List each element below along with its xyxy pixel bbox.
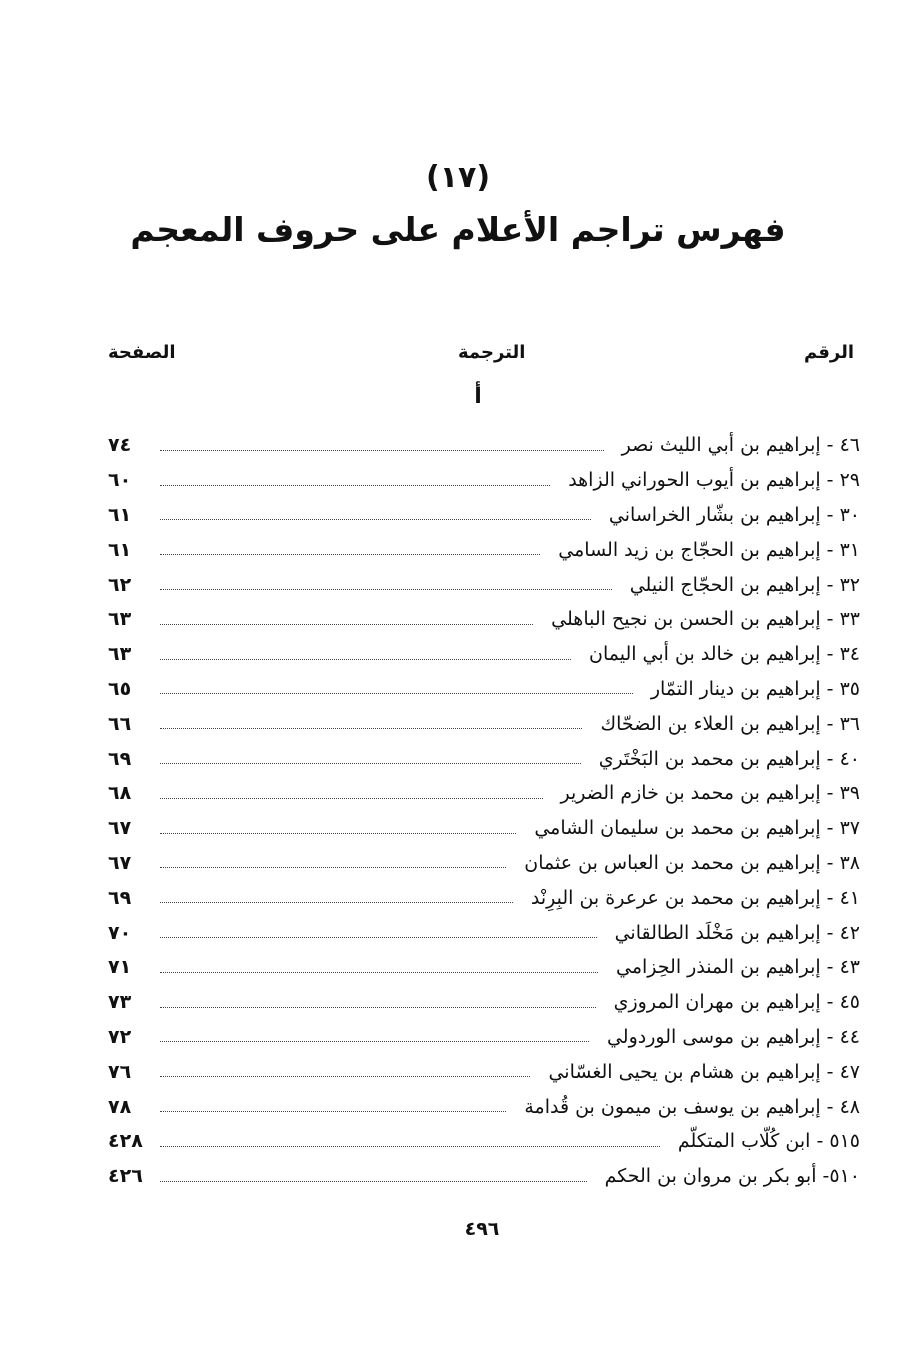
entry-name: ٣٥ - إبراهيم بن دينار التمّار: [650, 677, 860, 700]
entry-page: ٦٦: [108, 712, 132, 735]
entry-page: ٧٣: [108, 991, 132, 1014]
entry-name: ٣٦ - إبراهيم بن العلاء بن الضحّاك: [600, 712, 860, 735]
entry-page: ٧٠: [108, 921, 132, 944]
dot-leader: [160, 1111, 506, 1112]
letter-heading: أ: [474, 384, 482, 409]
entry-name: ٤٥ - إبراهيم بن مهران المروزي: [613, 991, 860, 1014]
index-entry: [108, 532, 860, 567]
index-entry: [108, 1124, 860, 1159]
page-number: ٤٩٦: [464, 1218, 500, 1240]
column-header-number: الرقم: [803, 342, 854, 363]
dot-leader: [160, 659, 571, 660]
index-entry: [108, 776, 860, 811]
entry-name: ٤٣ - إبراهيم بن المنذر الحِزامي: [616, 956, 860, 979]
entry-name: ٣٩ - إبراهيم بن محمد بن خازم الضرير: [560, 782, 860, 805]
dot-leader: [160, 589, 612, 590]
dot-leader: [160, 485, 550, 486]
dot-leader: [160, 972, 598, 973]
dot-leader: [160, 1007, 596, 1008]
entry-page: ٦٢: [108, 573, 132, 596]
entry-name: ٣٣ - إبراهيم بن الحسن بن نجيح الباهلي: [551, 608, 860, 631]
index-entry: [108, 1159, 860, 1194]
dot-leader: [160, 450, 604, 451]
index-entry: [108, 463, 860, 498]
chapter-number: (١٧): [425, 160, 491, 195]
entry-name: ٤٤ - إبراهيم بن موسى الوردولي: [606, 1025, 860, 1048]
entry-name: ٣٧ - إبراهيم بن محمد بن سليمان الشامي: [534, 817, 860, 840]
entry-page: ٦٣: [108, 608, 132, 631]
entry-name: ٤٧ - إبراهيم بن هشام بن يحيى الغسّاني: [548, 1060, 860, 1083]
index-entries: [108, 428, 860, 1194]
entry-page: ٦٠: [108, 469, 132, 492]
entry-name: ٢٩ - إبراهيم بن أيوب الحوراني الزاهد: [568, 469, 860, 492]
dot-leader: [160, 519, 591, 520]
index-entry: [108, 706, 860, 741]
index-title: فهرس تراجم الأعلام على حروف المعجم: [130, 210, 786, 249]
entry-name: ٣٤ - إبراهيم بن خالد بن أبي اليمان: [588, 643, 860, 666]
index-entry: [108, 846, 860, 881]
dot-leader: [160, 554, 540, 555]
dot-leader: [160, 1076, 530, 1077]
index-entry: [108, 602, 860, 637]
entry-name: ٣٠ - إبراهيم بن بشّار الخراساني: [608, 503, 860, 526]
dot-leader: [160, 937, 597, 938]
entry-page: ٧١: [108, 956, 132, 979]
entry-page: ٧٦: [108, 1060, 132, 1083]
dot-leader: [160, 693, 633, 694]
entry-page: ٧٤: [108, 434, 132, 457]
dot-leader: [160, 763, 581, 764]
entry-page: ٧٨: [108, 1095, 132, 1118]
index-entry: [108, 880, 860, 915]
column-header-biography: الترجمة: [458, 342, 526, 363]
entry-page: ٦٣: [108, 643, 132, 666]
index-entry: [108, 637, 860, 672]
dot-leader: [160, 624, 533, 625]
entry-name: ٤٨ - إبراهيم بن يوسف بن ميمون بن قُدامة: [524, 1095, 860, 1118]
entry-name: ٥١٥ - ابن كُلّاب المتكلّم: [677, 1130, 860, 1153]
entry-page: ٦١: [108, 503, 132, 526]
entry-page: ٧٢: [108, 1025, 132, 1048]
entry-page: ٦٧: [108, 851, 132, 874]
dot-leader: [160, 902, 513, 903]
dot-leader: [160, 833, 516, 834]
entry-name: ٤٢ - إبراهيم بن مَخْلَد الطالقاني: [614, 921, 860, 944]
entry-name: ٤٠ - إبراهيم بن محمد بن البَخْتَري: [598, 747, 860, 770]
entry-name: ٣٢ - إبراهيم بن الحجّاج النيلي: [629, 573, 860, 596]
index-entry: [108, 498, 860, 533]
index-entry: [108, 985, 860, 1020]
entry-name: ٣٨ - إبراهيم بن محمد بن العباس بن عثمان: [524, 851, 860, 874]
entry-name: ٤١ - إبراهيم بن محمد بن عرعرة بن البِرِنْد: [530, 886, 860, 909]
entry-page: ٦١: [108, 538, 132, 561]
entry-name: ٥١٠- أبو بكر بن مروان بن الحكم: [604, 1165, 860, 1188]
dot-leader: [160, 867, 506, 868]
dot-leader: [160, 728, 582, 729]
index-entry: [108, 915, 860, 950]
entry-page: ٦٩: [108, 747, 132, 770]
index-entry: [108, 1020, 860, 1055]
entry-page: ٦٩: [108, 886, 132, 909]
entry-page: ٤٢٨: [108, 1130, 143, 1153]
entry-page: ٦٨: [108, 782, 132, 805]
dot-leader: [160, 1146, 660, 1147]
entry-page: ٤٢٦: [108, 1165, 143, 1188]
index-entry: [108, 672, 860, 707]
column-header-page: الصفحة: [108, 342, 176, 363]
index-entry: [108, 741, 860, 776]
entry-page: ٦٧: [108, 817, 132, 840]
dot-leader: [160, 798, 543, 799]
index-entry: [108, 950, 860, 985]
entry-page: ٦٥: [108, 677, 132, 700]
dot-leader: [160, 1041, 589, 1042]
entry-name: ٣١ - إبراهيم بن الحجّاج بن زيد السامي: [558, 538, 860, 561]
entry-name: ٤٦ - إبراهيم بن أبي الليث نصر: [621, 434, 860, 457]
index-entry: [108, 1089, 860, 1124]
index-entry: [108, 567, 860, 602]
index-entry: [108, 428, 860, 463]
dot-leader: [160, 1181, 587, 1182]
index-entry: [108, 1054, 860, 1089]
index-entry: [108, 811, 860, 846]
